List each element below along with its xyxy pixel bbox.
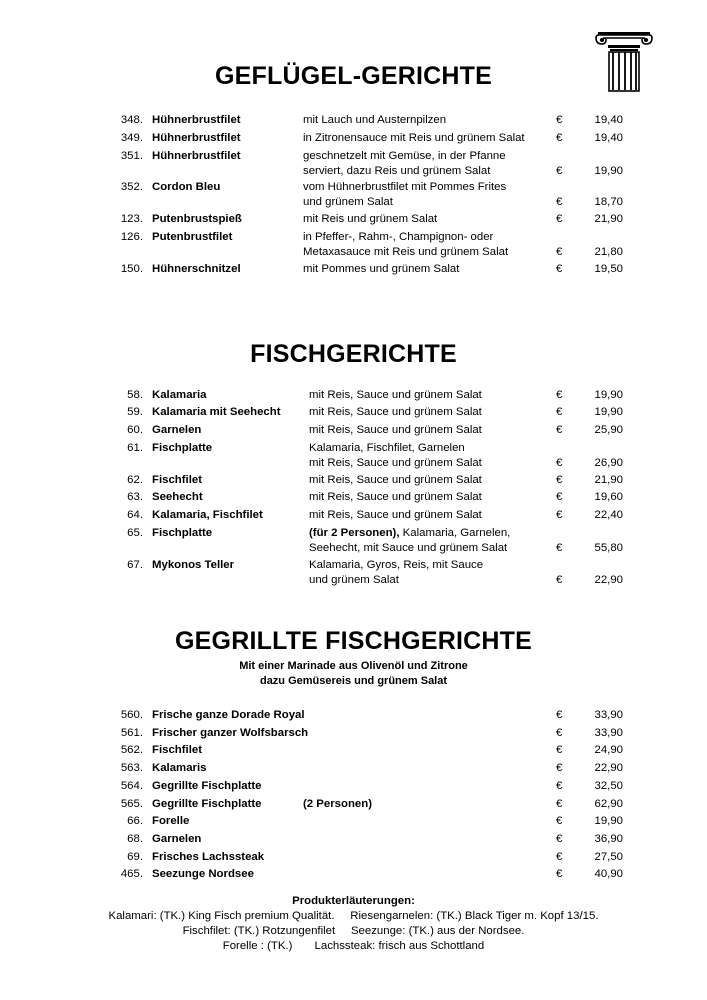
footer-line-3: Forelle : (TK.) Lachssteak: frisch aus Schottland xyxy=(222,940,485,952)
euro-sign: € xyxy=(556,798,563,810)
item-number: 69. xyxy=(127,851,143,863)
item-name: Hühnerbrustfilet xyxy=(152,150,241,162)
item-description-bold: (für 2 Personen), xyxy=(309,527,400,539)
euro-sign: € xyxy=(556,246,563,258)
item-name: Garnelen xyxy=(152,833,202,845)
item-number: 560. xyxy=(120,709,143,721)
item-price: 27,50 xyxy=(594,851,623,863)
item-description-line-1 xyxy=(303,149,506,164)
item-number: 561. xyxy=(120,727,143,739)
euro-sign: € xyxy=(556,457,563,469)
item-description-line-1 xyxy=(309,441,465,456)
item-price: 19,40 xyxy=(594,114,623,126)
euro-sign: € xyxy=(556,114,563,126)
item-description-text: mit Reis, Sauce und grünem Salat xyxy=(309,509,482,521)
item-name: Gegrillte Fischplatte xyxy=(152,780,262,792)
item-description-line-1 xyxy=(303,180,506,195)
item-description-text: mit Lauch und Austernpilzen xyxy=(303,114,447,126)
item-number: 58. xyxy=(127,389,143,401)
item-price: 32,50 xyxy=(594,780,623,792)
item-description-line-1 xyxy=(309,508,482,523)
item-number: 351. xyxy=(120,150,143,162)
item-price: 19,90 xyxy=(594,406,623,418)
item-price: 21,90 xyxy=(594,474,623,486)
euro-sign: € xyxy=(556,780,563,792)
item-price: 26,90 xyxy=(594,457,623,469)
item-price: 21,80 xyxy=(594,246,623,258)
item-description-line-1 xyxy=(309,388,482,403)
item-name: Kalamaria mit Seehecht xyxy=(152,406,281,418)
item-name: Fischplatte xyxy=(152,442,213,454)
euro-sign: € xyxy=(556,762,563,774)
item-number: 64. xyxy=(127,509,143,521)
item-description-line-1 xyxy=(309,405,482,420)
item-price: 24,90 xyxy=(594,744,623,756)
euro-sign: € xyxy=(556,196,563,208)
item-description-text: geschnetzelt mit Gemüse, in der Pfanne xyxy=(303,150,506,162)
euro-sign: € xyxy=(556,709,563,721)
item-name: Cordon Bleu xyxy=(152,181,221,193)
euro-sign: € xyxy=(556,263,563,275)
item-name: Hühnerbrustfilet xyxy=(152,114,241,126)
item-name: Hühnerschnitzel xyxy=(152,263,241,275)
euro-sign: € xyxy=(556,406,563,418)
item-description-text: Kalamaria, Garnelen, xyxy=(399,527,511,539)
item-portion-note: (2 Personen) xyxy=(303,798,372,810)
item-price: 19,60 xyxy=(594,491,623,503)
item-description-line-1 xyxy=(309,473,482,488)
item-name: Seezunge Nordsee xyxy=(152,868,254,880)
item-name: Seehecht xyxy=(152,491,203,503)
item-number: 465. xyxy=(120,868,143,880)
item-description-text: mit Reis und grünem Salat xyxy=(303,213,438,225)
item-description-line-1 xyxy=(303,230,493,245)
euro-sign: € xyxy=(556,574,563,586)
item-number: 562. xyxy=(120,744,143,756)
item-name: Putenbrustspieß xyxy=(152,213,242,225)
item-description-line-1 xyxy=(309,490,482,505)
euro-sign: € xyxy=(556,509,563,521)
item-description-text: vom Hühnerbrustfilet mit Pommes Frites xyxy=(303,181,507,193)
item-description-line-1 xyxy=(309,423,482,438)
euro-sign: € xyxy=(556,491,563,503)
item-price: 19,90 xyxy=(594,389,623,401)
section-title-grilled-fish: GEGRILLTE FISCHGERICHTE xyxy=(175,627,532,655)
item-description-line-2: und grünem Salat xyxy=(309,574,399,586)
item-description-text: mit Pommes und grünem Salat xyxy=(303,263,460,275)
item-name: Frische ganze Dorade Royal xyxy=(152,709,305,721)
item-price: 19,50 xyxy=(594,263,623,275)
item-name: Gegrillte Fischplatte xyxy=(152,798,262,810)
item-name: Fischfilet xyxy=(152,744,203,756)
item-description-line-2: mit Reis, Sauce und grünem Salat xyxy=(309,457,482,469)
item-price: 22,90 xyxy=(594,762,623,774)
item-price: 22,90 xyxy=(594,574,623,586)
item-name: Hühnerbrustfilet xyxy=(152,132,241,144)
item-name: Kalamaris xyxy=(152,762,207,774)
item-price: 19,90 xyxy=(594,165,623,177)
item-price: 62,90 xyxy=(594,798,623,810)
footer-line-2: Fischfilet: (TK.) Rotzungenfilet Seezunge: (TK.) aus der Nordsee. xyxy=(182,925,525,937)
item-number: 62. xyxy=(127,474,143,486)
item-number: 349. xyxy=(120,132,143,144)
item-description-text: Kalamaria, Fischfilet, Garnelen xyxy=(309,442,465,454)
item-description-text: in Zitronensauce mit Reis und grünem Salat xyxy=(303,132,525,144)
item-description-line-1 xyxy=(303,113,446,128)
item-number: 563. xyxy=(120,762,143,774)
item-description-text: mit Reis, Sauce und grünem Salat xyxy=(309,389,482,401)
item-name: Fischplatte xyxy=(152,527,213,539)
item-number: 68. xyxy=(127,833,143,845)
item-name: Forelle xyxy=(152,815,190,827)
euro-sign: € xyxy=(556,851,563,863)
item-number: 564. xyxy=(120,780,143,792)
item-number: 123. xyxy=(120,213,143,225)
item-description-line-1 xyxy=(309,526,510,541)
item-price: 19,40 xyxy=(594,132,623,144)
item-number: 348. xyxy=(120,114,143,126)
item-description-line-2: serviert, dazu Reis und grünem Salat xyxy=(303,165,491,177)
item-description-line-1 xyxy=(303,131,525,146)
item-number: 60. xyxy=(127,424,143,436)
item-name: Garnelen xyxy=(152,424,202,436)
euro-sign: € xyxy=(556,542,563,554)
item-number: 352. xyxy=(120,181,143,193)
euro-sign: € xyxy=(556,213,563,225)
item-price: 55,80 xyxy=(594,542,623,554)
item-price: 19,90 xyxy=(594,815,623,827)
item-name: Kalamaria xyxy=(152,389,207,401)
item-number: 66. xyxy=(127,815,143,827)
euro-sign: € xyxy=(556,132,563,144)
item-price: 22,40 xyxy=(594,509,623,521)
item-number: 59. xyxy=(127,406,143,418)
item-description-line-2: Seehecht, mit Sauce und grünem Salat xyxy=(309,542,508,554)
item-number: 61. xyxy=(127,442,143,454)
item-number: 126. xyxy=(120,231,143,243)
euro-sign: € xyxy=(556,833,563,845)
euro-sign: € xyxy=(556,744,563,756)
item-number: 150. xyxy=(120,263,143,275)
item-number: 565. xyxy=(120,798,143,810)
item-description-text: Kalamaria, Gyros, Reis, mit Sauce xyxy=(309,559,484,571)
item-number: 63. xyxy=(127,491,143,503)
item-name: Mykonos Teller xyxy=(152,559,235,571)
item-description-line-2: Metaxasauce mit Reis und grünem Salat xyxy=(303,246,509,258)
item-description-text: mit Reis, Sauce und grünem Salat xyxy=(309,474,482,486)
item-price: 18,70 xyxy=(594,196,623,208)
item-description-text: mit Reis, Sauce und grünem Salat xyxy=(309,491,482,503)
item-price: 40,90 xyxy=(594,868,623,880)
euro-sign: € xyxy=(556,815,563,827)
item-description-text: in Pfeffer-, Rahm-, Champignon- oder xyxy=(303,231,494,243)
item-number: 65. xyxy=(127,527,143,539)
euro-sign: € xyxy=(556,474,563,486)
item-price: 25,90 xyxy=(594,424,623,436)
item-description-line-1 xyxy=(303,212,437,227)
item-name: Putenbrustfilet xyxy=(152,231,233,243)
item-name: Frischer ganzer Wolfsbarsch xyxy=(152,727,309,739)
item-name: Fischfilet xyxy=(152,474,203,486)
item-description-line-2: und grünem Salat xyxy=(303,196,393,208)
section-title-poultry: GEFLÜGEL-GERICHTE xyxy=(214,62,492,90)
item-price: 33,90 xyxy=(594,727,623,739)
section-title-fish: FISCHGERICHTE xyxy=(250,340,457,368)
euro-sign: € xyxy=(556,868,563,880)
item-price: 33,90 xyxy=(594,709,623,721)
euro-sign: € xyxy=(556,424,563,436)
item-description-line-1 xyxy=(309,558,483,573)
item-name: Frisches Lachssteak xyxy=(152,851,265,863)
euro-sign: € xyxy=(556,727,563,739)
euro-sign: € xyxy=(556,389,563,401)
grilled-subtitle-2: dazu Gemüsereis und grünem Salat xyxy=(259,675,448,687)
item-description-text: mit Reis, Sauce und grünem Salat xyxy=(309,424,482,436)
item-description-line-1 xyxy=(303,262,459,277)
footer-line-1: Kalamari: (TK.) King Fisch premium Qualität. Riesengarnelen: (TK.) Black Tiger m. Kopf 13/15. xyxy=(108,910,599,922)
item-price: 36,90 xyxy=(594,833,623,845)
item-number: 67. xyxy=(127,559,143,571)
item-price: 21,90 xyxy=(594,213,623,225)
euro-sign: € xyxy=(556,165,563,177)
footer-heading: Produkterläuterungen: xyxy=(292,895,415,907)
item-name: Kalamaria, Fischfilet xyxy=(152,509,263,521)
item-description-text: mit Reis, Sauce und grünem Salat xyxy=(309,406,482,418)
grilled-subtitle-1: Mit einer Marinade aus Olivenöl und Zitrone xyxy=(239,660,468,672)
